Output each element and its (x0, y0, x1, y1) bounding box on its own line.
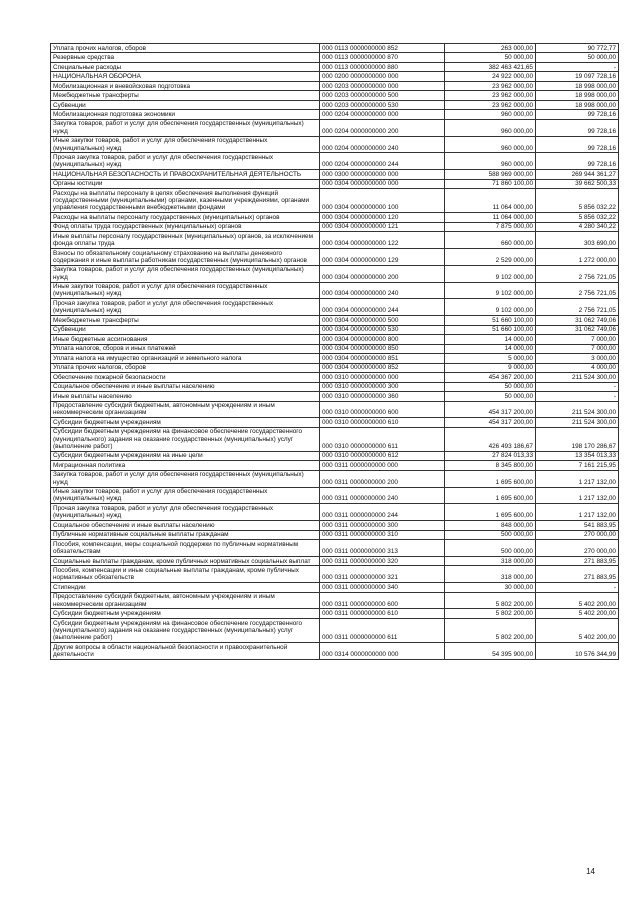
row-name-cell: Органы юстиции (51, 179, 320, 188)
table-row (51, 530, 619, 539)
table-row (51, 299, 619, 316)
table-row (51, 265, 619, 282)
row-name-cell: Субсидии бюджетным учреждениям (51, 418, 320, 427)
row-name-cell: Предоставление субсидий бюджетным, автономным учреждениям и иным некоммерческим организациям (51, 401, 320, 418)
row-name-cell: Уплата налогов, сборов и иных платежей (51, 344, 320, 353)
table-row (51, 119, 619, 136)
row-fact-cell: 2 756 721,05 (536, 299, 619, 316)
row-code-cell: 000 0113 0000000000 880 (320, 62, 445, 71)
row-name-cell: Субвенции (51, 100, 320, 109)
row-code-cell: 000 0304 0000000000 852 (320, 363, 445, 372)
row-fact-cell: 39 662 500,33 (536, 179, 619, 188)
row-plan-cell: 1 695 600,00 (445, 487, 536, 504)
row-plan-cell: 960 000,00 (445, 136, 536, 153)
row-code-cell: 000 0304 0000000000 122 (320, 232, 445, 249)
row-fact-cell: 90 772,77 (536, 44, 619, 53)
row-fact-cell: 1 217 132,00 (536, 487, 619, 504)
row-code-cell: 000 0304 0000000000 240 (320, 282, 445, 299)
row-name-cell: Субвенции (51, 325, 320, 334)
row-plan-cell: 23 962 000,00 (445, 100, 536, 109)
row-code-cell: 000 0304 0000000000 129 (320, 249, 445, 266)
row-plan-cell: 1 695 600,00 (445, 504, 536, 521)
row-name-cell: Закупка товаров, работ и услуг для обеспечения государственных (муниципальных) нужд (51, 119, 320, 136)
row-name-cell: Субсидии бюджетным учреждениям (51, 609, 320, 618)
row-name-cell: Расходы на выплаты персоналу государственных (муниципальных) органов (51, 213, 320, 222)
table-row (51, 392, 619, 401)
row-fact-cell: 211 524 300,00 (536, 418, 619, 427)
row-code-cell: 000 0311 0000000000 320 (320, 556, 445, 565)
row-plan-cell: 30 000,00 (445, 583, 536, 592)
table-row (51, 213, 619, 222)
row-name-cell: Субсидии бюджетным учреждениям на иные цели (51, 451, 320, 460)
row-code-cell: 000 0203 0000000000 500 (320, 91, 445, 100)
row-name-cell: Иные закупки товаров, работ и услуг для обеспечения государственных (муниципальных) нужд (51, 487, 320, 504)
table-row (51, 179, 619, 188)
row-plan-cell: 5 802 200,00 (445, 618, 536, 642)
table-row (51, 53, 619, 62)
table-row (51, 100, 619, 109)
row-fact-cell: 99 728,16 (536, 119, 619, 136)
table-row (51, 325, 619, 334)
row-plan-cell: 51 660 100,00 (445, 316, 536, 325)
row-code-cell: 000 0304 0000000000 120 (320, 213, 445, 222)
row-name-cell: НАЦИОНАЛЬНАЯ ОБОРОНА (51, 72, 320, 81)
row-code-cell: 000 0204 0000000000 244 (320, 153, 445, 170)
row-code-cell: 000 0310 0000000000 600 (320, 401, 445, 418)
table-row (51, 521, 619, 530)
row-name-cell: Пособия, компенсации и иные социальные выплаты гражданам, кроме публичных нормативных обязательств (51, 566, 320, 583)
table-row (51, 62, 619, 71)
row-code-cell: 000 0311 0000000000 200 (320, 470, 445, 487)
row-code-cell: 000 0314 0000000000 000 (320, 643, 445, 660)
row-code-cell: 000 0204 0000000000 240 (320, 136, 445, 153)
row-fact-cell: 18 998 000,00 (536, 91, 619, 100)
row-fact-cell: - (536, 62, 619, 71)
row-code-cell: 000 0304 0000000000 800 (320, 335, 445, 344)
row-code-cell: 000 0310 0000000000 000 (320, 373, 445, 382)
row-code-cell: 000 0311 0000000000 244 (320, 504, 445, 521)
row-fact-cell: 1 217 132,00 (536, 470, 619, 487)
table-row (51, 232, 619, 249)
row-code-cell: 000 0304 0000000000 100 (320, 189, 445, 213)
table-row (51, 189, 619, 213)
row-fact-cell: 31 062 749,06 (536, 325, 619, 334)
table-row (51, 427, 619, 451)
row-plan-cell: 50 000,00 (445, 392, 536, 401)
row-code-cell: 000 0311 0000000000 000 (320, 461, 445, 470)
table-row (51, 618, 619, 642)
row-fact-cell: 31 062 749,06 (536, 316, 619, 325)
table-row (51, 354, 619, 363)
row-fact-cell: 270 000,00 (536, 540, 619, 557)
table-row (51, 592, 619, 609)
row-plan-cell: 660 000,00 (445, 232, 536, 249)
row-code-cell: 000 0304 0000000000 850 (320, 344, 445, 353)
row-plan-cell: 454 317 200,00 (445, 418, 536, 427)
row-plan-cell: 318 000,00 (445, 566, 536, 583)
row-fact-cell: 7 000,00 (536, 344, 619, 353)
row-code-cell: 000 0311 0000000000 300 (320, 521, 445, 530)
row-code-cell: 000 0310 0000000000 300 (320, 382, 445, 391)
row-name-cell: Социальное обеспечение и иные выплаты населению (51, 521, 320, 530)
row-code-cell: 000 0311 0000000000 340 (320, 583, 445, 592)
row-code-cell: 000 0310 0000000000 611 (320, 427, 445, 451)
row-plan-cell: 11 064 000,00 (445, 189, 536, 213)
row-fact-cell: 5 402 200,00 (536, 609, 619, 618)
row-name-cell: Уплата прочих налогов, сборов (51, 44, 320, 53)
row-code-cell: 000 0311 0000000000 240 (320, 487, 445, 504)
row-plan-cell: 9 102 000,00 (445, 282, 536, 299)
row-code-cell: 000 0304 0000000000 851 (320, 354, 445, 363)
table-row (51, 609, 619, 618)
row-plan-cell: 14 000,00 (445, 335, 536, 344)
row-name-cell: Субсидии бюджетным учреждениям на финансовое обеспечение государственного (муниципального) задания на оказание государственных (муниципальных) услуг (выполнение работ) (51, 427, 320, 451)
row-name-cell: Социальные выплаты гражданам, кроме публичных нормативных социальных выплат (51, 556, 320, 565)
row-plan-cell: 11 064 000,00 (445, 213, 536, 222)
row-name-cell: Межбюджетные трансферты (51, 91, 320, 100)
table-row (51, 451, 619, 460)
row-fact-cell: 1 217 132,00 (536, 504, 619, 521)
row-plan-cell: 71 860 100,00 (445, 179, 536, 188)
row-fact-cell: 2 756 721,05 (536, 282, 619, 299)
row-name-cell: Иные выплаты персоналу государственных (муниципальных) органов, за исключением фонда оплаты труда (51, 232, 320, 249)
table-row (51, 461, 619, 470)
row-fact-cell: 99 728,16 (536, 136, 619, 153)
row-name-cell: Уплата прочих налогов, сборов (51, 363, 320, 372)
row-name-cell: Социальное обеспечение и иные выплаты населению (51, 382, 320, 391)
row-plan-cell: 454 317 200,00 (445, 401, 536, 418)
row-plan-cell: 9 102 000,00 (445, 299, 536, 316)
row-fact-cell: 18 998 000,00 (536, 81, 619, 90)
row-code-cell: 000 0304 0000000000 200 (320, 265, 445, 282)
table-row (51, 470, 619, 487)
table-row (51, 81, 619, 90)
row-fact-cell: 18 998 000,00 (536, 100, 619, 109)
row-code-cell: 000 0203 0000000000 000 (320, 81, 445, 90)
row-code-cell: 000 0113 0000000000 870 (320, 53, 445, 62)
row-plan-cell: 318 000,00 (445, 556, 536, 565)
row-fact-cell: 198 170 286,67 (536, 427, 619, 451)
table-row (51, 566, 619, 583)
table-row (51, 222, 619, 231)
table-row (51, 382, 619, 391)
row-plan-cell: 1 695 600,00 (445, 470, 536, 487)
row-fact-cell: 5 402 200,00 (536, 592, 619, 609)
table-row (51, 540, 619, 557)
row-code-cell: 000 0311 0000000000 600 (320, 592, 445, 609)
row-plan-cell: 27 824 013,33 (445, 451, 536, 460)
row-code-cell: 000 0311 0000000000 310 (320, 530, 445, 539)
row-code-cell: 000 0204 0000000000 200 (320, 119, 445, 136)
row-code-cell: 000 0310 0000000000 360 (320, 392, 445, 401)
row-fact-cell: 3 000,00 (536, 354, 619, 363)
row-fact-cell: 13 354 013,33 (536, 451, 619, 460)
row-plan-cell: 50 000,00 (445, 382, 536, 391)
table-row (51, 110, 619, 119)
row-name-cell: Взносы по обязательному социальному страхованию на выплаты денежного содержания и иные выплаты работникам государственных (муниципальных) органов (51, 249, 320, 266)
row-code-cell: 000 0203 0000000000 530 (320, 100, 445, 109)
row-plan-cell: 14 000,00 (445, 344, 536, 353)
row-fact-cell: 269 944 361,27 (536, 170, 619, 179)
row-fact-cell: 303 690,00 (536, 232, 619, 249)
budget-expenditure-table (50, 43, 619, 660)
row-fact-cell: 99 728,16 (536, 153, 619, 170)
row-fact-cell: 211 524 300,00 (536, 373, 619, 382)
table-row (51, 282, 619, 299)
row-code-cell: 000 0310 0000000000 612 (320, 451, 445, 460)
row-name-cell: Расходы на выплаты персоналу в целях обеспечения выполнения функций государственными (муниципальными) органами, казенными учреждениями, органами управления государственными внебюджетными фондами (51, 189, 320, 213)
row-name-cell: Публичные нормативные социальные выплаты гражданам (51, 530, 320, 539)
row-name-cell: Фонд оплаты труда государственных (муниципальных) органов (51, 222, 320, 231)
table-row (51, 153, 619, 170)
row-plan-cell: 960 000,00 (445, 153, 536, 170)
table-row (51, 44, 619, 53)
row-plan-cell: 2 529 000,00 (445, 249, 536, 266)
row-name-cell: Обеспечение пожарной безопасности (51, 373, 320, 382)
row-fact-cell: 50 000,00 (536, 53, 619, 62)
table-row (51, 72, 619, 81)
row-code-cell: 000 0204 0000000000 000 (320, 110, 445, 119)
row-fact-cell: 271 883,95 (536, 556, 619, 565)
page-number: 14 (586, 867, 595, 876)
row-fact-cell: 271 883,95 (536, 566, 619, 583)
row-code-cell: 000 0311 0000000000 313 (320, 540, 445, 557)
row-code-cell: 000 0113 0000000000 852 (320, 44, 445, 53)
row-plan-cell: 7 875 000,00 (445, 222, 536, 231)
row-name-cell: Специальные расходы (51, 62, 320, 71)
row-fact-cell: 4 000,00 (536, 363, 619, 372)
row-plan-cell: 8 345 800,00 (445, 461, 536, 470)
row-fact-cell: 5 856 032,22 (536, 189, 619, 213)
row-fact-cell: - (536, 382, 619, 391)
row-name-cell: Закупка товаров, работ и услуг для обеспечения государственных (муниципальных) нужд (51, 470, 320, 487)
row-fact-cell: - (536, 583, 619, 592)
row-name-cell: Прочая закупка товаров, работ и услуг для обеспечения государственных (муниципальных) нужд (51, 299, 320, 316)
row-plan-cell: 454 367 200,00 (445, 373, 536, 382)
row-plan-cell: 50 000,00 (445, 53, 536, 62)
row-name-cell: Предоставление субсидий бюджетным, автономным учреждениям и иным некоммерческим организациям (51, 592, 320, 609)
table-row (51, 373, 619, 382)
row-plan-cell: 588 969 000,00 (445, 170, 536, 179)
row-plan-cell: 5 802 200,00 (445, 609, 536, 618)
row-fact-cell: 1 272 000,00 (536, 249, 619, 266)
row-plan-cell: 24 922 000,00 (445, 72, 536, 81)
row-name-cell: Межбюджетные трансферты (51, 316, 320, 325)
row-name-cell: Пособия, компенсации, меры социальной поддержки по публичным нормативным обязательствам (51, 540, 320, 557)
row-fact-cell: 5 856 032,22 (536, 213, 619, 222)
row-fact-cell: 211 524 300,00 (536, 401, 619, 418)
row-name-cell: Иные закупки товаров, работ и услуг для обеспечения государственных (муниципальных) нужд (51, 136, 320, 153)
table-row (51, 418, 619, 427)
row-fact-cell: 541 883,95 (536, 521, 619, 530)
row-code-cell: 000 0311 0000000000 321 (320, 566, 445, 583)
table-row (51, 91, 619, 100)
row-name-cell: Иные бюджетные ассигнования (51, 335, 320, 344)
row-plan-cell: 848 000,00 (445, 521, 536, 530)
row-name-cell: Прочая закупка товаров, работ и услуг для обеспечения государственных (муниципальных) нужд (51, 504, 320, 521)
row-plan-cell: 5 000,00 (445, 354, 536, 363)
row-code-cell: 000 0304 0000000000 500 (320, 316, 445, 325)
row-plan-cell: 426 493 186,67 (445, 427, 536, 451)
table-row (51, 487, 619, 504)
row-name-cell: Иные выплаты населению (51, 392, 320, 401)
row-code-cell: 000 0311 0000000000 610 (320, 609, 445, 618)
row-name-cell: Закупка товаров, работ и услуг для обеспечения государственных (муниципальных) нужд (51, 265, 320, 282)
row-plan-cell: 9 000,00 (445, 363, 536, 372)
row-plan-cell: 263 000,00 (445, 44, 536, 53)
table-row (51, 344, 619, 353)
row-code-cell: 000 0310 0000000000 610 (320, 418, 445, 427)
row-name-cell: Миграционная политика (51, 461, 320, 470)
row-code-cell: 000 0311 0000000000 611 (320, 618, 445, 642)
table-body (51, 44, 619, 660)
row-name-cell: Прочая закупка товаров, работ и услуг для обеспечения государственных (муниципальных) нужд (51, 153, 320, 170)
row-name-cell: Другие вопросы в области национальной безопасности и правоохранительной деятельности (51, 643, 320, 660)
row-plan-cell: 500 000,00 (445, 540, 536, 557)
row-fact-cell: 7 161 215,95 (536, 461, 619, 470)
row-fact-cell: 19 097 728,16 (536, 72, 619, 81)
row-code-cell: 000 0300 0000000000 000 (320, 170, 445, 179)
table-row (51, 249, 619, 266)
table-row (51, 170, 619, 179)
row-code-cell: 000 0304 0000000000 121 (320, 222, 445, 231)
row-fact-cell: 99 728,16 (536, 110, 619, 119)
row-plan-cell: 23 962 000,00 (445, 81, 536, 90)
row-plan-cell: 960 000,00 (445, 119, 536, 136)
table-row (51, 504, 619, 521)
row-name-cell: Стипендии (51, 583, 320, 592)
table-row (51, 335, 619, 344)
row-fact-cell: 2 756 721,05 (536, 265, 619, 282)
row-name-cell: Иные закупки товаров, работ и услуг для обеспечения государственных (муниципальных) нужд (51, 282, 320, 299)
row-code-cell: 000 0304 0000000000 000 (320, 179, 445, 188)
row-code-cell: 000 0304 0000000000 244 (320, 299, 445, 316)
table-row (51, 363, 619, 372)
row-plan-cell: 51 660 100,00 (445, 325, 536, 334)
row-plan-cell: 54 395 900,00 (445, 643, 536, 660)
row-plan-cell: 5 802 200,00 (445, 592, 536, 609)
row-name-cell: Мобилизационная и вневойсковая подготовка (51, 81, 320, 90)
row-plan-cell: 9 102 000,00 (445, 265, 536, 282)
row-plan-cell: 23 962 000,00 (445, 91, 536, 100)
table-row (51, 643, 619, 660)
row-name-cell: Субсидии бюджетным учреждениям на финансовое обеспечение государственного (муниципального) задания на оказание государственных (муниципальных) услуг (выполнение работ) (51, 618, 320, 642)
row-fact-cell: - (536, 392, 619, 401)
row-name-cell: Резервные средства (51, 53, 320, 62)
row-fact-cell: 270 000,00 (536, 530, 619, 539)
row-code-cell: 000 0200 0000000000 000 (320, 72, 445, 81)
row-fact-cell: 7 000,00 (536, 335, 619, 344)
row-name-cell: Уплата налога на имущество организаций и земельного налога (51, 354, 320, 363)
table-row (51, 583, 619, 592)
row-plan-cell: 960 000,00 (445, 110, 536, 119)
row-plan-cell: 500 000,00 (445, 530, 536, 539)
table-row (51, 556, 619, 565)
row-name-cell: Мобилизационная подготовка экономики (51, 110, 320, 119)
row-code-cell: 000 0304 0000000000 530 (320, 325, 445, 334)
row-fact-cell: 10 576 344,99 (536, 643, 619, 660)
table-row (51, 401, 619, 418)
table-row (51, 316, 619, 325)
row-name-cell: НАЦИОНАЛЬНАЯ БЕЗОПАСНОСТЬ И ПРАВООХРАНИТЕЛЬНАЯ ДЕЯТЕЛЬНОСТЬ (51, 170, 320, 179)
row-fact-cell: 5 402 200,00 (536, 618, 619, 642)
table-row (51, 136, 619, 153)
row-plan-cell: 382 463 421,65 (445, 62, 536, 71)
row-fact-cell: 4 280 340,22 (536, 222, 619, 231)
